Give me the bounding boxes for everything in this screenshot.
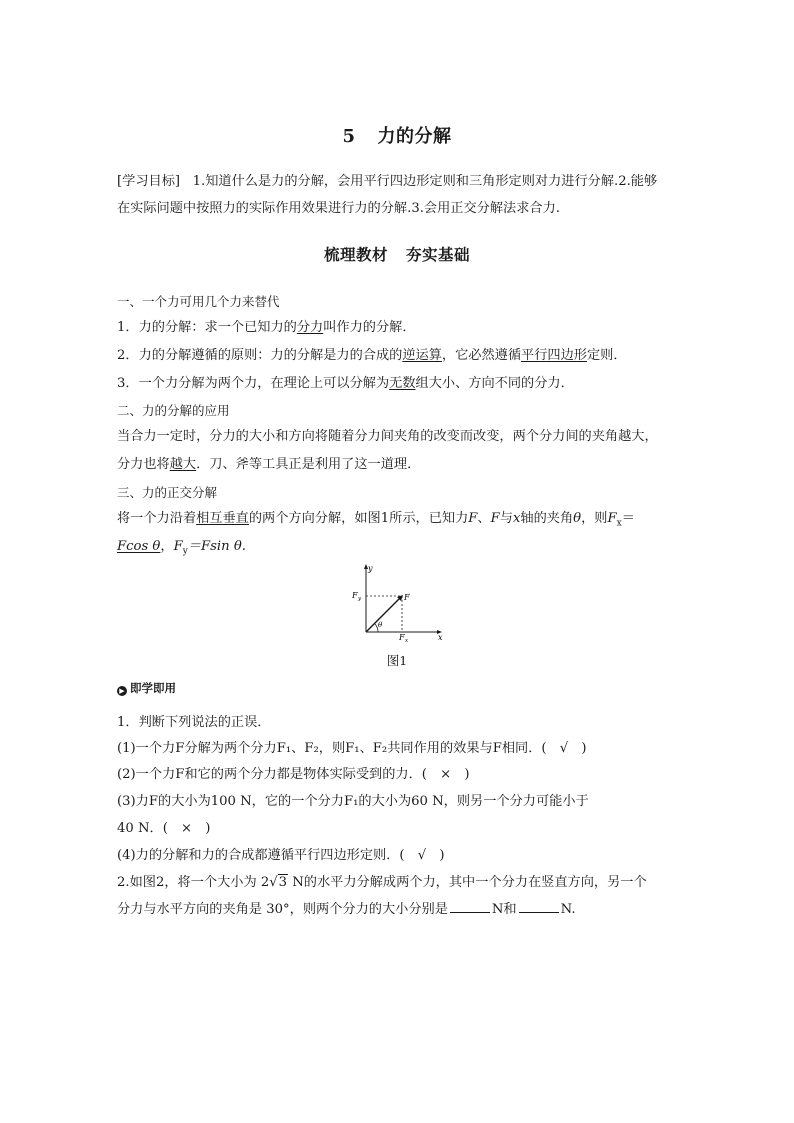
- s3-text-c: 、: [477, 511, 491, 526]
- q1-item-4: (4)力的分解和力的合成都遵循平行四边形定则．( √ ): [117, 848, 445, 863]
- objectives-text-2: 在实际问题中按照力的实际作用效果进行力的分解.3.会用正交分解法求合力.: [117, 201, 560, 216]
- fig-fx-label: F: [399, 633, 405, 642]
- s3-text-e: 轴的夹角: [520, 511, 574, 526]
- s1-item2: [117, 346, 682, 366]
- q2-sqrt-value: 3: [278, 875, 288, 890]
- s2-line-1: 当合力一定时，分力的大小和方向将随着分力间夹角的改变而改变，两个分力间的夹角越大，: [117, 429, 658, 444]
- fig-fy-sub: y: [358, 596, 362, 602]
- answer-blank-2[interactable]: [519, 900, 559, 913]
- s2-line-2: [117, 455, 682, 475]
- s3-text-d: 与: [499, 511, 513, 526]
- s3-var-F2: F: [490, 511, 500, 526]
- fig-x-label: x: [438, 633, 443, 642]
- sqrt-sign-icon: √: [269, 875, 278, 890]
- q1-item-2: (2)一个力F和它的两个分力都是物体实际受到的力．( × ): [117, 767, 470, 782]
- q2-text-e: N.: [560, 902, 576, 917]
- page-title: [0, 122, 794, 148]
- s3-text-g: ，: [160, 539, 174, 554]
- section-heading-part2: 夯实基础: [406, 246, 471, 264]
- s3-var-Fx: F: [607, 511, 617, 526]
- section-heading-part1: 梳理教材: [323, 246, 388, 264]
- s3-answer-1: 相互垂直: [196, 511, 249, 526]
- q1-item-3b: 40 N．( × ): [117, 821, 211, 836]
- s1-item3-answer: 无数: [389, 376, 416, 391]
- s2-answer: 越大: [169, 457, 197, 472]
- s3-line-2: [117, 537, 682, 562]
- q2-line-2: [117, 900, 682, 920]
- s1-item2-text: 2．力的分解遵循的原则：力的分解是力的合成的: [117, 348, 403, 363]
- objectives-text-1: 1.知道什么是力的分解，会用平行四边形定则和三角形定则对力进行分解.2.能够: [192, 174, 658, 189]
- s1-item2-mid: ，它必然遵循: [441, 348, 522, 363]
- q1-stem: 1．判断下列说法的正误．: [117, 715, 271, 730]
- s1-item3-text: 3．一个力分解为两个力，在理论上可以分解为: [117, 376, 390, 391]
- s3-text-h: ＝Fsin θ.: [187, 539, 246, 554]
- objectives-line-1: [117, 172, 682, 192]
- s1-item2-answer-1: 逆运算: [402, 348, 442, 363]
- q2-text-b: N的水平力分解成两个力，其中一个分力在竖直方向，另一个: [288, 875, 647, 890]
- s3-var-x: x: [512, 511, 521, 526]
- s3-var-Fy: F: [173, 539, 183, 554]
- q2-text-c: 分力与水平方向的夹角是 30°，则两个分力的大小分别是: [117, 902, 448, 917]
- s3-text-b: 的两个方向分解，如图1所示，已知力: [248, 511, 469, 526]
- q2-text-d: N和: [491, 902, 517, 917]
- s1-item2-answer-2: 平行四边形: [521, 348, 587, 363]
- quick-practice-label: 即学即用: [130, 681, 176, 695]
- section-heading: [0, 243, 794, 265]
- s1-item1-text: 1．力的分解：求一个已知力的: [117, 320, 297, 335]
- fig-theta-label: θ: [378, 621, 383, 629]
- chapter-number: 5: [342, 126, 356, 147]
- chapter-title: 力的分解: [377, 126, 452, 147]
- s1-item1-answer: 分力: [296, 320, 324, 335]
- s2-heading: 二、力的分解的应用: [117, 403, 230, 418]
- s3-line-1: [117, 509, 682, 534]
- s3-answer-2: Fcos θ: [117, 539, 161, 554]
- s3-sub-x: x: [616, 518, 622, 529]
- q2-text-a: 2.如图2，将一个大小为 2: [117, 875, 270, 890]
- force-decomposition-figure: [340, 562, 450, 644]
- s2-line2-tail: ．刀、斧等工具正是利用了这一道理．: [196, 457, 421, 472]
- figure-caption: 图1: [386, 653, 408, 668]
- fig-fx-sub: x: [405, 638, 409, 644]
- play-circle-icon: ▶: [117, 686, 127, 696]
- q1-item-1: (1)一个力F分解为两个分力F₁、F₂，则F₁、F₂共同作用的效果与F相同．( √ ): [117, 741, 587, 756]
- s3-heading: 三、力的正交分解: [117, 485, 218, 500]
- quick-practice-heading: [117, 680, 176, 696]
- s3-var-F: F: [468, 511, 478, 526]
- q2-line-1: [117, 873, 682, 893]
- s3-equals: ＝: [621, 511, 635, 526]
- s3-var-theta: θ: [573, 511, 582, 526]
- s1-heading: 一、一个力可用几个力来替代: [117, 294, 280, 309]
- fig-f-label: F: [404, 593, 410, 602]
- answer-blank-1[interactable]: [450, 900, 490, 913]
- s1-item3-tail: 组大小、方向不同的分力．: [415, 376, 574, 391]
- s3-text-a: 将一个力沿着: [117, 511, 197, 526]
- s1-item3: [117, 374, 682, 394]
- s1-item1: [117, 318, 682, 338]
- q1-item-3a: (3)力F的大小为100 N，它的一个分力F₁的大小为60 N，则另一个分力可能小于: [117, 794, 589, 809]
- fig-fy-label: F: [352, 591, 358, 600]
- force-vector-F: [366, 596, 402, 632]
- s1-item1-tail: 叫作力的分解．: [323, 320, 416, 335]
- objectives-label: [学习目标]: [117, 174, 181, 189]
- s2-line2-text: 分力也将: [117, 457, 170, 472]
- s3-sub-y: y: [182, 546, 188, 557]
- objectives-line-2: [117, 199, 682, 219]
- fig-y-label: y: [368, 564, 373, 573]
- s1-item2-tail: 定则．: [586, 348, 627, 363]
- s3-text-f: ，则: [581, 511, 608, 526]
